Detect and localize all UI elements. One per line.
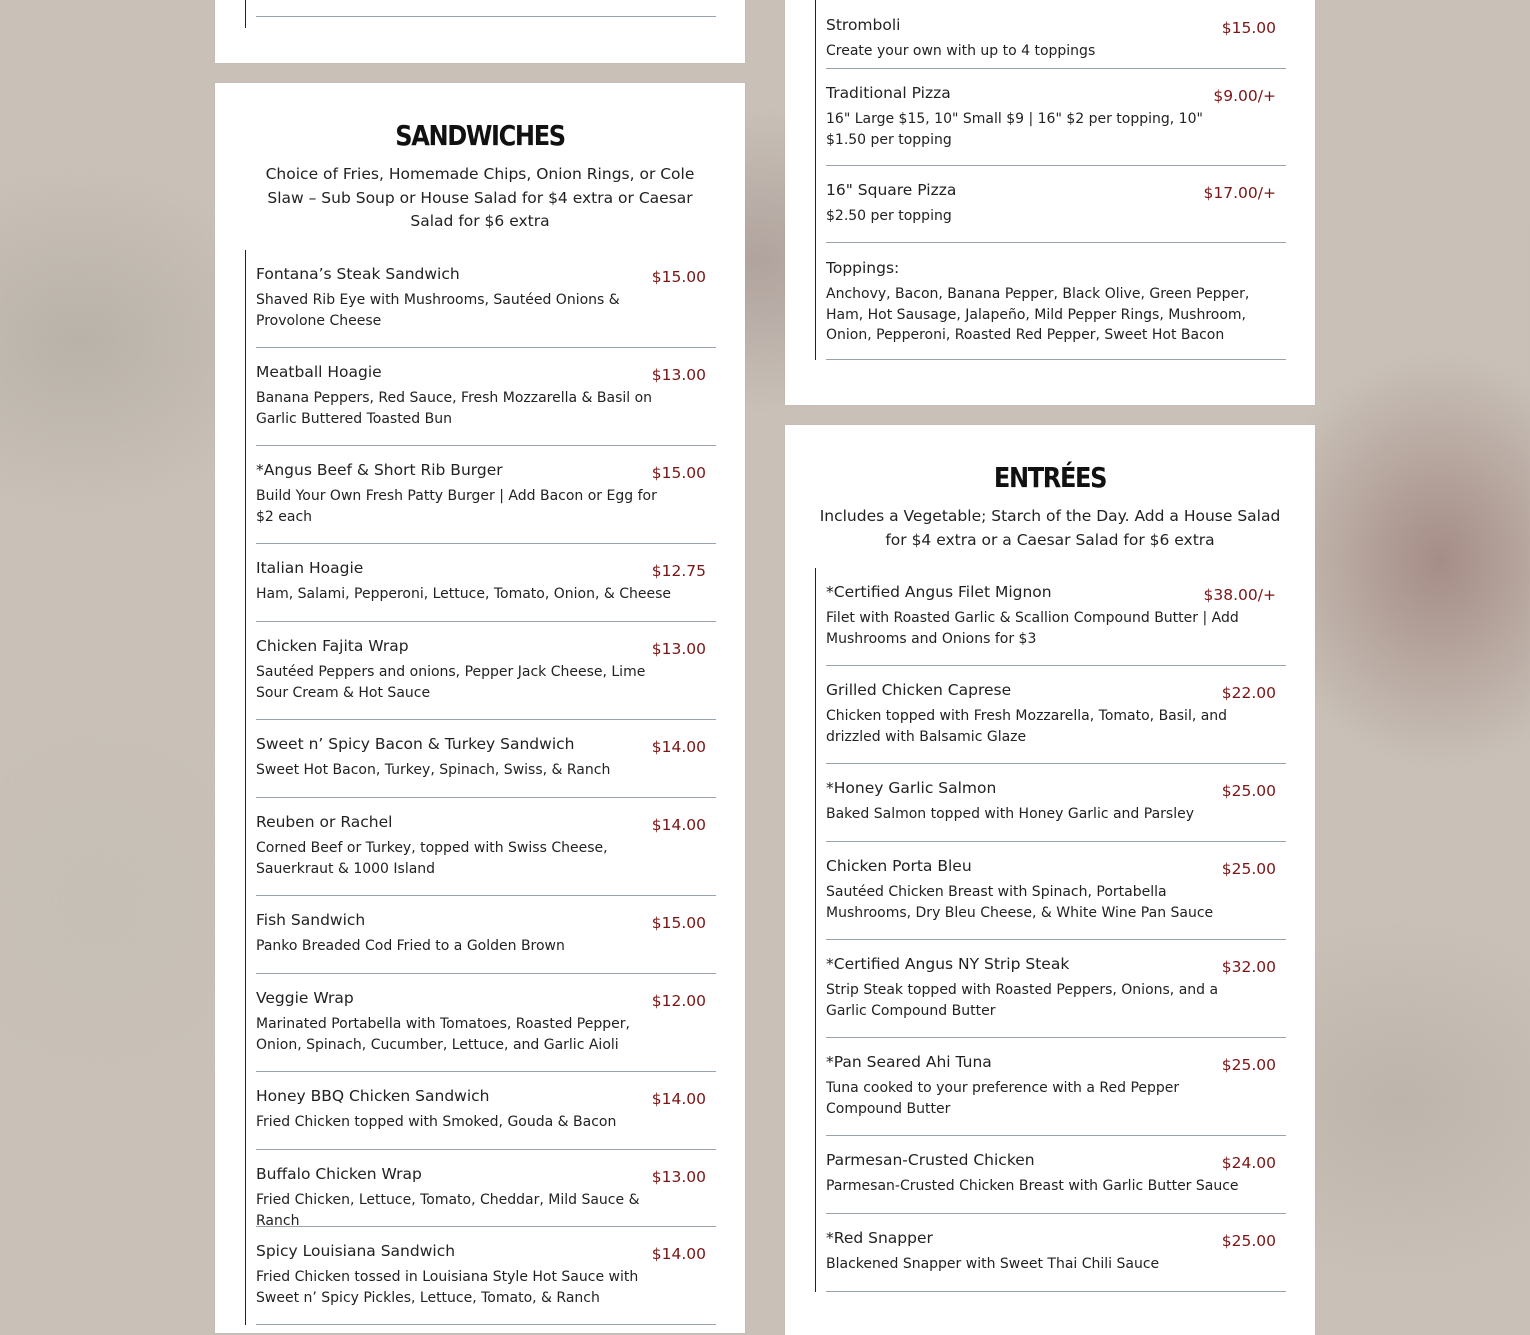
item-price: $14.00 bbox=[651, 1245, 706, 1263]
section-title: ENTRÉES bbox=[993, 461, 1107, 494]
entree-items bbox=[815, 568, 1286, 1292]
item-price: $14.00 bbox=[651, 816, 706, 834]
section-description: Choice of Fries, Homemade Chips, Onion Rings, or Cole Slaw – Sub Soup or House Salad for $4 extra or Caesar Salad for $6 extra bbox=[265, 165, 695, 230]
item-description: Create your own with up to 4 toppings bbox=[826, 43, 1096, 59]
menu-item bbox=[826, 166, 1286, 243]
item-name: Chicken Porta Bleu bbox=[826, 857, 972, 875]
item-description: Strip Steak topped with Roasted Peppers, Onions, and a Garlic Compound Butter bbox=[826, 982, 1219, 1019]
item-price: $15.00 bbox=[1221, 19, 1276, 37]
item-description: Shaved Rib Eye with Mushrooms, Sautéed Onions & Provolone Cheese bbox=[256, 292, 620, 329]
menu-item bbox=[256, 622, 716, 720]
menu-item bbox=[826, 666, 1286, 764]
item-description: Blackened Snapper with Sweet Thai Chili Sauce bbox=[826, 1256, 1160, 1272]
item-name: Honey BBQ Chicken Sandwich bbox=[256, 1087, 490, 1105]
item-price: $38.00/+ bbox=[1203, 586, 1276, 604]
item-price: $17.00/+ bbox=[1203, 184, 1276, 202]
item-name: 16" Square Pizza bbox=[826, 181, 957, 199]
item-price: $12.00 bbox=[651, 992, 706, 1010]
item-description: Corned Beef or Turkey, topped with Swiss Cheese, Sauerkraut & 1000 Island bbox=[256, 840, 608, 877]
menu-item bbox=[256, 1227, 716, 1325]
item-description: Build Your Own Fresh Patty Burger | Add Bacon or Egg for $2 each bbox=[256, 488, 657, 525]
item-price: $13.00 bbox=[651, 1168, 706, 1186]
item-name: Stromboli bbox=[826, 16, 901, 34]
item-price: $25.00 bbox=[1221, 782, 1276, 800]
item-description: Parmesan-Crusted Chicken Breast with Garlic Butter Sauce bbox=[826, 1178, 1239, 1194]
item-name: Buffalo Chicken Wrap bbox=[256, 1165, 422, 1183]
menu-item bbox=[256, 1072, 716, 1150]
menu-item bbox=[256, 544, 716, 622]
item-price: $13.00 bbox=[651, 640, 706, 658]
item-price: $9.00/+ bbox=[1213, 87, 1276, 105]
menu-item bbox=[256, 974, 716, 1072]
item-description: Baked Salmon topped with Honey Garlic and Parsley bbox=[826, 806, 1194, 822]
item-description: Sautéed Chicken Breast with Spinach, Portabella Mushrooms, Dry Bleu Cheese, & White Wine Pan Sauce bbox=[826, 884, 1214, 921]
section-title: SANDWICHES bbox=[395, 119, 565, 152]
item-description: Banana Peppers, Red Sauce, Fresh Mozzarella & Basil on Garlic Buttered Toasted Bun bbox=[256, 390, 653, 427]
item-price: $32.00 bbox=[1221, 958, 1276, 976]
item-name: Chicken Fajita Wrap bbox=[256, 637, 409, 655]
item-name: Fish Sandwich bbox=[256, 911, 366, 929]
item-name: Sweet n’ Spicy Bacon & Turkey Sandwich bbox=[256, 735, 575, 753]
item-name: Meatball Hoagie bbox=[256, 363, 382, 381]
item-name: Italian Hoagie bbox=[256, 559, 364, 577]
menu-item bbox=[256, 446, 716, 544]
menu-item bbox=[256, 720, 716, 798]
item-price: $15.00 bbox=[651, 464, 706, 482]
item-price: $13.00 bbox=[651, 366, 706, 384]
item-price: $15.00 bbox=[651, 914, 706, 932]
item-price: $12.75 bbox=[651, 562, 706, 580]
menu-item bbox=[826, 940, 1286, 1038]
menu-item bbox=[256, 798, 716, 896]
menu-card-entrees bbox=[785, 425, 1315, 1335]
item-description: Fried Chicken topped with Smoked, Gouda & Bacon bbox=[256, 1114, 617, 1130]
item-name: *Honey Garlic Salmon bbox=[826, 779, 997, 797]
item-name: Toppings: bbox=[826, 259, 900, 277]
item-name: Fontana’s Steak Sandwich bbox=[256, 265, 460, 283]
item-description: Panko Breaded Cod Fried to a Golden Brown bbox=[256, 938, 565, 954]
menu-item bbox=[826, 1136, 1286, 1214]
menu-card-sandwiches bbox=[215, 83, 745, 1333]
menu-item bbox=[826, 69, 1286, 166]
item-description: Marinated Portabella with Tomatoes, Roasted Pepper, Onion, Spinach, Cucumber, Lettuce, and Garlic Aioli bbox=[256, 1016, 630, 1053]
pizza-items bbox=[815, 0, 1286, 360]
item-name: *Certified Angus Filet Mignon bbox=[826, 583, 1052, 601]
menu-item bbox=[256, 1150, 716, 1227]
item-description: Sautéed Peppers and onions, Pepper Jack Cheese, Lime Sour Cream & Hot Sauce bbox=[256, 664, 646, 701]
item-price: $22.00 bbox=[1221, 684, 1276, 702]
previous-items bbox=[245, 0, 716, 28]
item-description: Filet with Roasted Garlic & Scallion Compound Butter | Add Mushrooms and Onions for $3 bbox=[826, 610, 1239, 647]
item-price: $25.00 bbox=[1221, 860, 1276, 878]
item-price: $24.00 bbox=[1221, 1154, 1276, 1172]
item-name: Spicy Louisiana Sandwich bbox=[256, 1242, 456, 1260]
menu-item bbox=[256, 250, 716, 348]
item-price: $15.00 bbox=[651, 268, 706, 286]
item-price: $14.00 bbox=[651, 738, 706, 756]
item-name: Parmesan-Crusted Chicken bbox=[826, 1151, 1035, 1169]
menu-item bbox=[256, 896, 716, 974]
item-description: 16" Large $15, 10" Small $9 | 16" $2 per topping, 10" $1.50 per topping bbox=[826, 111, 1203, 148]
item-name: Reuben or Rachel bbox=[256, 813, 393, 831]
item-name: *Angus Beef & Short Rib Burger bbox=[256, 461, 503, 479]
item-name: *Certified Angus NY Strip Steak bbox=[826, 955, 1070, 973]
menu-item bbox=[826, 842, 1286, 940]
item-price: $14.00 bbox=[651, 1090, 706, 1108]
item-price: $25.00 bbox=[1221, 1056, 1276, 1074]
menu-item bbox=[826, 1214, 1286, 1292]
menu-item bbox=[826, 1038, 1286, 1136]
menu-card-pizza bbox=[785, 0, 1315, 405]
section-description: Includes a Vegetable; Starch of the Day. Add a House Salad for $4 extra or a Caesar Salad for $6 extra bbox=[819, 507, 1281, 549]
item-price: $25.00 bbox=[1221, 1232, 1276, 1250]
item-description: Chicken topped with Fresh Mozzarella, Tomato, Basil, and drizzled with Balsamic Glaze bbox=[826, 708, 1228, 745]
item-name: Grilled Chicken Caprese bbox=[826, 681, 1012, 699]
item-name: *Red Snapper bbox=[826, 1229, 933, 1247]
menu-item bbox=[826, 0, 1286, 69]
menu-card-previous bbox=[215, 0, 745, 63]
item-description: Ham, Salami, Pepperoni, Lettuce, Tomato, Onion, & Cheese bbox=[256, 586, 672, 602]
item-description: Fried Chicken tossed in Louisiana Style Hot Sauce with Sweet n’ Spicy Pickles, Lettuce, Tomato, & Ranch bbox=[256, 1269, 639, 1306]
menu-item bbox=[826, 568, 1286, 666]
item-description: $2.50 per topping bbox=[826, 208, 952, 224]
item-description: Fried Chicken, Lettuce, Tomato, Cheddar, Mild Sauce & Ranch bbox=[256, 1192, 640, 1229]
item-name: Traditional Pizza bbox=[826, 84, 951, 102]
menu-item bbox=[826, 243, 1286, 360]
item-name: *Pan Seared Ahi Tuna bbox=[826, 1053, 992, 1071]
item-description: Anchovy, Bacon, Banana Pepper, Black Olive, Green Pepper, Ham, Hot Sausage, Jalapeño, Mild Pepper Rings, Mushroom, Onion, Pepperoni, Roasted Red Pepper, Sweet Hot Bacon bbox=[826, 286, 1250, 343]
menu-item bbox=[826, 764, 1286, 842]
sandwich-items bbox=[245, 250, 716, 1325]
item-name: Veggie Wrap bbox=[256, 989, 354, 1007]
item-description: Tuna cooked to your preference with a Red Pepper Compound Butter bbox=[826, 1080, 1180, 1117]
item-description: Sweet Hot Bacon, Turkey, Spinach, Swiss, & Ranch bbox=[256, 762, 611, 778]
menu-item bbox=[256, 348, 716, 446]
menu-item bbox=[256, 0, 716, 17]
